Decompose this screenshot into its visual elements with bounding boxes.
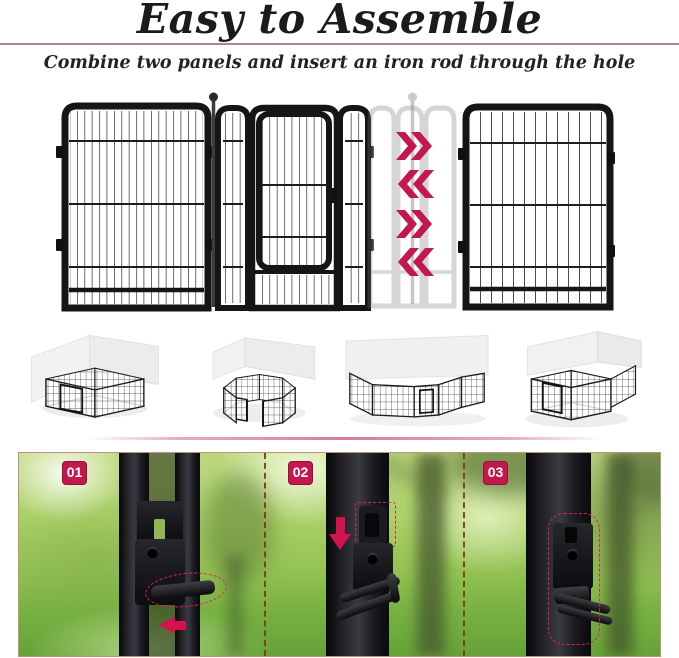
assembly-diagram (40, 88, 620, 316)
latch-locked-outline-icon (548, 513, 600, 645)
slide-down-arrow-tail (336, 517, 345, 534)
small-pen-corner-icon (514, 326, 652, 432)
background-fence-bar (227, 556, 243, 656)
pull-left-arrow-tail (174, 621, 186, 630)
fence-panel-right-icon (458, 107, 615, 307)
step-badge: 02 (288, 461, 313, 485)
page-title: Easy to Assemble (136, 0, 543, 43)
rectangle-pen-corner-icon (26, 326, 162, 432)
hook-highlight-box (355, 502, 396, 547)
pull-left-arrow-icon (159, 616, 175, 634)
slide-down-arrow-icon (329, 534, 351, 550)
config-thumbnails (0, 326, 679, 432)
latch-hole (367, 553, 378, 564)
fence-panel-left-icon (56, 106, 213, 308)
gate-icon (259, 114, 329, 268)
step-divider (264, 453, 266, 656)
header-divider-line (0, 43, 679, 45)
latch-hole (147, 547, 158, 558)
step-divider (463, 453, 465, 656)
subtitle: Combine two panels and insert an iron rod through the hole (43, 53, 636, 73)
step-badge: 03 (483, 461, 508, 485)
door-panel-icon (218, 108, 374, 308)
latch-steps-photo (18, 452, 661, 657)
octagon-pen-icon (188, 326, 322, 432)
step-badge: 01 (62, 461, 87, 485)
separator-line (88, 437, 603, 440)
room-divider-fence-icon (336, 326, 498, 432)
latch-slot (154, 519, 165, 540)
